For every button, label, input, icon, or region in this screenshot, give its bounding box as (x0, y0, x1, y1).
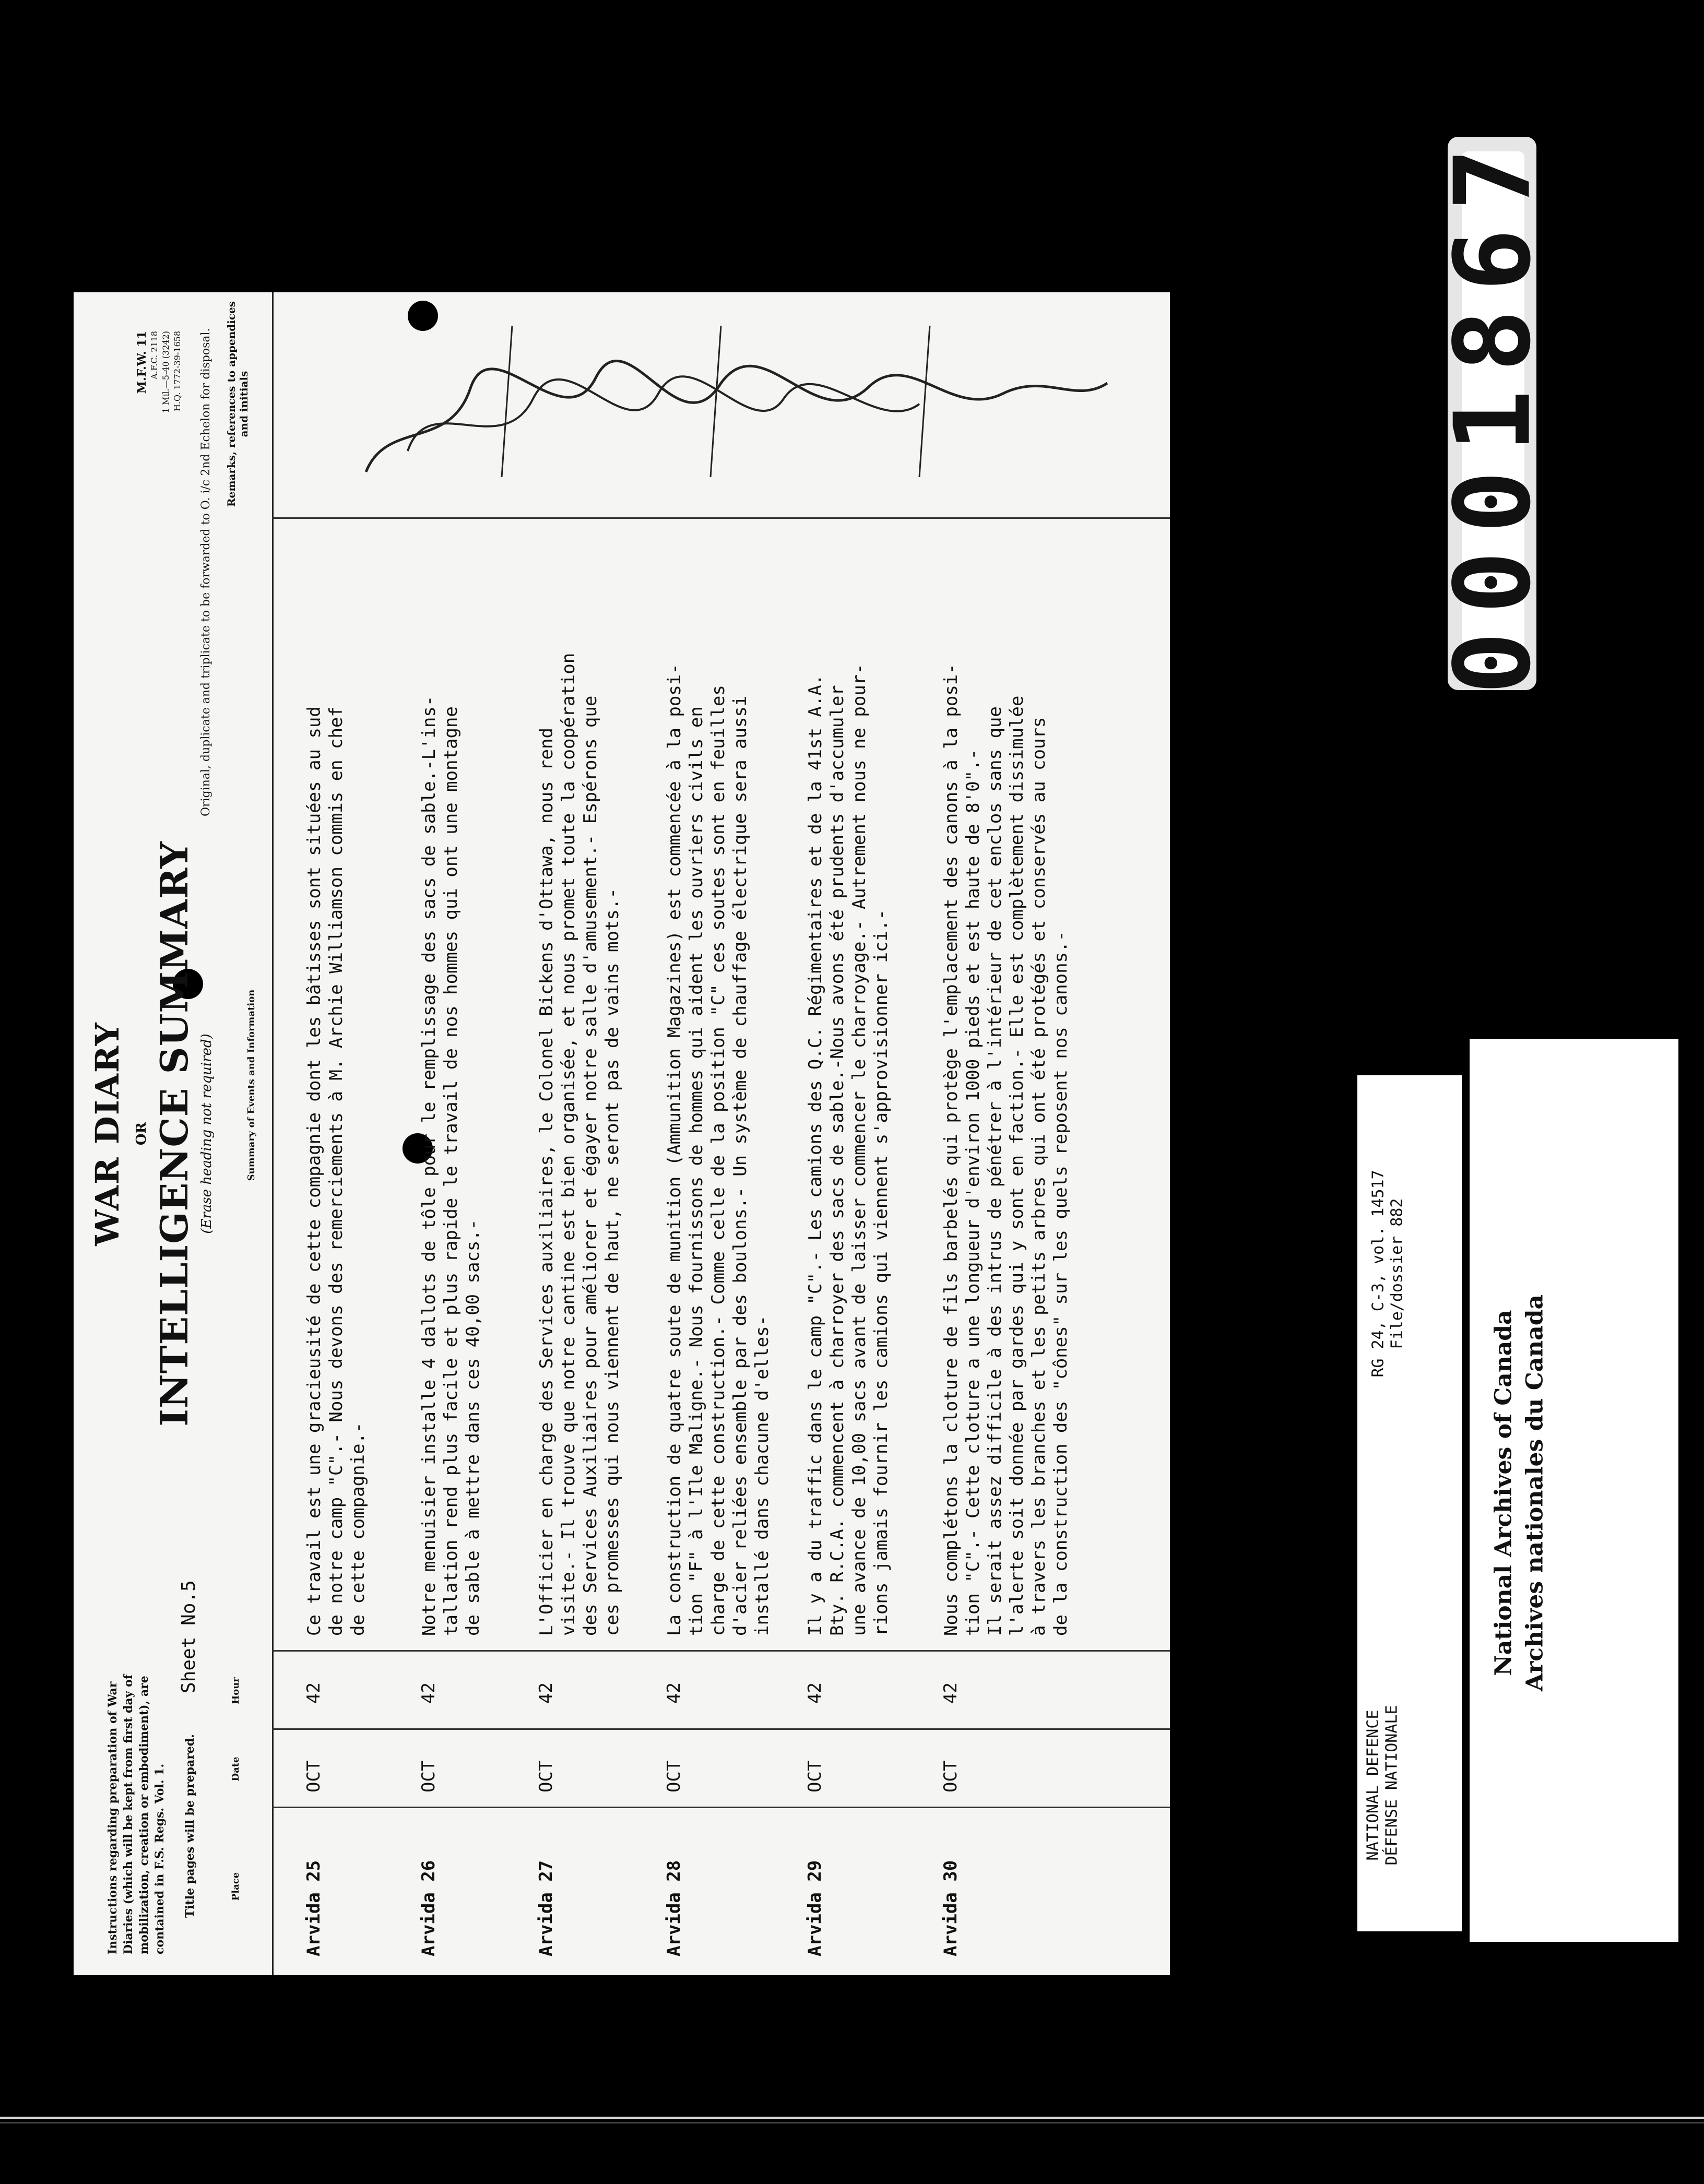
form-code-line3: 1 Mil.—5-40 (3242) (161, 331, 171, 413)
entry-place: Arvida 26 (418, 1860, 439, 1956)
entry-date: OCT (303, 1760, 324, 1793)
header-rule (272, 292, 274, 1975)
label-file-dossier: File/dossier 882 (1388, 1198, 1406, 1349)
erase-heading-note: (Erase heading not required) (199, 1034, 215, 1234)
column-header-place: Place (230, 1872, 241, 1901)
frame-number: 0001867 (1432, 130, 1554, 695)
entry-place: Arvida 28 (664, 1860, 684, 1956)
entry-hour: 42 (664, 1682, 684, 1704)
entry-place: Arvida 25 (303, 1860, 324, 1956)
entry-date: OCT (664, 1760, 684, 1793)
entry-hour: 42 (418, 1682, 439, 1704)
title-pages-note: Title pages will be prepared. (183, 1734, 197, 1918)
film-edge-line-dark (0, 2122, 1704, 2123)
entry-date: OCT (804, 1760, 825, 1793)
entry-place: Arvida 30 (940, 1860, 961, 1956)
title-or: OR (134, 1122, 149, 1146)
label-defense-nationale: DÉFENSE NATIONALE (1382, 1705, 1401, 1866)
column-header-summary: Summary of Events and Information (246, 989, 257, 1181)
column-header-hour: Hour (230, 1677, 241, 1704)
form-code-line2: A.F.C. 2118 (149, 331, 159, 379)
column-divider-date (272, 1728, 1170, 1730)
entry-summary: Notre menuisier installe 4 dallots de tôle pour le remplissage des sacs de sable.-L'ins- tallation rend plus facile et plus rapide le travail de nos hommes qui ont une montagne de sable à mettre dans ces 40,00 sacs.- (419, 695, 483, 1636)
entry-summary: Ce travail est une gracieusité de cette compagnie dont les bâtisses sont situées au sud de notre camp "C".- Nous devons des remerciements à M. Archie Williamson commis en chef de cette compagnie.- (304, 706, 369, 1636)
sheet-number: Sheet No.5 (178, 1580, 199, 1693)
title-war-diary: WAR DIARY (88, 1022, 126, 1246)
label-national-archives-en: National Archives of Canada (1490, 1310, 1517, 1676)
handwritten-initials-signature (345, 310, 1128, 482)
instructions-text: Instructions regarding preparation of War Diaries (which will be kept from first day of mobilization, creation or embodiment), are contained in F.S. Regs. Vol. 1. (106, 1674, 167, 1954)
entry-place: Arvida 27 (536, 1860, 557, 1956)
entry-place: Arvida 29 (804, 1860, 825, 1956)
entry-date: OCT (536, 1760, 557, 1793)
form-code-block (136, 331, 183, 529)
label-rg-reference: RG 24, C-3, vol. 14517 (1369, 1170, 1388, 1378)
entry-hour: 42 (804, 1682, 825, 1704)
form-code-line4: H.Q. 1772-39-1658 (172, 331, 182, 412)
title-intelligence-summary: INTELLIGENCE SUMMARY (152, 841, 196, 1427)
entry-summary: Nous complétons la cloture de fils barbelés qui protège l'emplacement des canons à la posi- tion "C".- Cette cloture a une longueur d'environ 1000 pieds et est haute de 8'0".- Il serait assez difficile à des intrus de pénétrer à l'intérieur de cet enclos sans que l'alerte soit donnée par gardes qui y sont en faction.- Elle est complètement dissimulée à travers les branches et les petits arbres qui ont été protégés et conservés au cours de la construction des "cônes" sur les quels reposent nos canons.- (941, 663, 1071, 1636)
entry-hour: 42 (303, 1682, 324, 1704)
entry-date: OCT (418, 1760, 439, 1793)
entry-date: OCT (940, 1760, 961, 1793)
column-divider-place (272, 1807, 1170, 1808)
column-divider-summary (272, 517, 1170, 519)
form-code: M.F.W. 11 (135, 331, 149, 394)
entry-summary: Il y a du traffic dans le camp "C".- Les camions des Q.C. Régimentaires et de la 41st A.A. Bty. R.C.A. commencent à charroyer des sacs de sable.-Nous avons été prudents d'accumuler une avance de 10,00 sacs avant de laisser commencer le charroyage.- Autrement nous ne pour- rions jamais fournir les camions qui viennent s'approvisionner ici.- (805, 663, 892, 1636)
column-header-remarks: Remarks, references to appendices and initials (225, 301, 250, 507)
entry-summary: L'Officier en charge des Services auxiliaires, le Colonel Bickens d'Ottawa, nous rend visite.- Il trouve que notre cantine est bien organisée, et nous promet toute la coopération des Services Auxiliaires pour améliorer et égayer notre salle d'amusement.- Espérons que ces promesses qui nous viennent de haut, ne seront pas de vains mots.- (536, 652, 623, 1636)
column-header-date: Date (230, 1756, 241, 1782)
label-national-defence: NATIONAL DEFENCE (1364, 1710, 1382, 1861)
forwarding-note: Original, duplicate and triplicate to be forwarded to O. i/c 2nd Echelon for disposal. (199, 328, 212, 816)
label-national-archives-fr: Archives nationales du Canada (1521, 1294, 1548, 1692)
war-diary-sheet (74, 292, 1170, 1975)
column-divider-hour (272, 1650, 1170, 1652)
entry-hour: 42 (536, 1682, 557, 1704)
entry-hour: 42 (940, 1682, 961, 1704)
film-edge-line (0, 2117, 1704, 2119)
entry-summary: La construction de quatre soute de munition (Ammunition Magazines) est commencée à la posi- tion "F" à l'Ile Maligne.- Nous fournissons de hommes qui aident les ouvriers civils en charge de cette construction.- Comme celle de la position "C" ces soutes sont en feuilles d'acier reliées ensemble par des boulons.- Un système de chauffage électrique sera aussi installé dans chacune d'elles- (664, 663, 773, 1636)
